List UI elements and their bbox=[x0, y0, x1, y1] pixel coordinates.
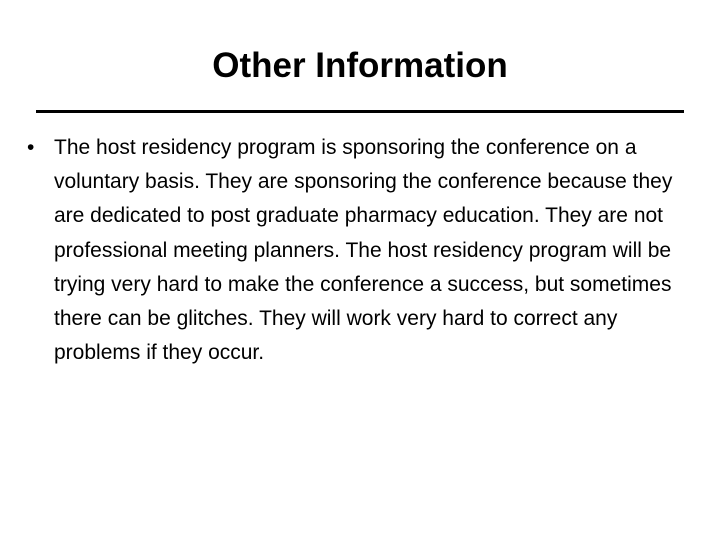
bullet-text: The host residency program is sponsoring the conference on a voluntary basis. They are sponsoring the conference because they are dedicated to post graduate pharmacy education. They are not professional meeting planners. The host residency program will be trying very hard to make the conference a success, but sometimes there can be glitches. They will work very hard to correct any problems if they occur. bbox=[54, 136, 673, 365]
bullet-item bbox=[0, 131, 720, 370]
slide-title: Other Information bbox=[212, 46, 508, 85]
title-divider bbox=[36, 110, 684, 113]
bullet-list bbox=[0, 131, 720, 370]
bullet-dot-icon: • bbox=[27, 136, 35, 159]
